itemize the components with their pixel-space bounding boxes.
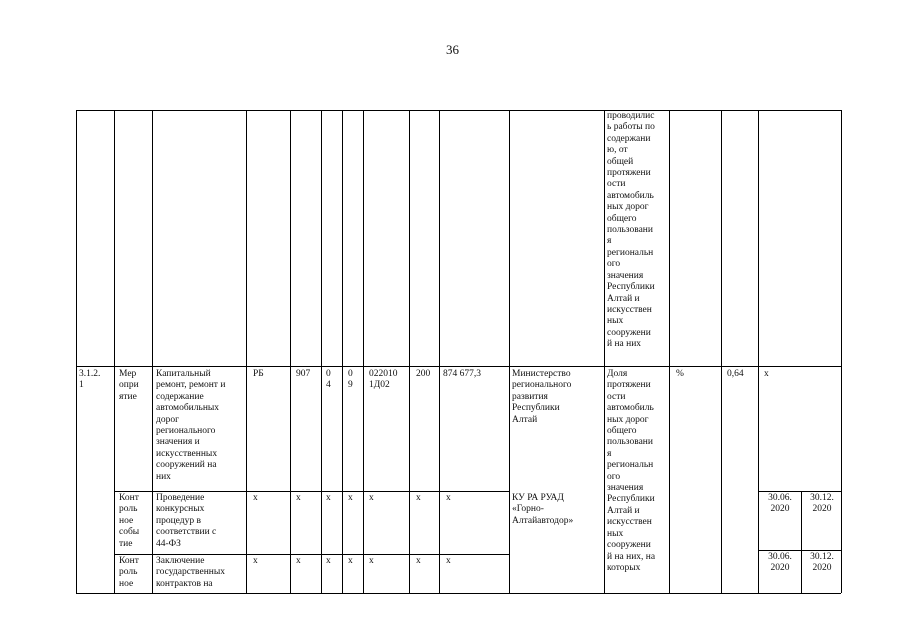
text-line: 2020 bbox=[812, 504, 832, 515]
text-line: ремонт, ремонт и bbox=[156, 380, 226, 391]
text-line: соответствии с bbox=[156, 527, 217, 538]
table-rule bbox=[114, 110, 115, 593]
text-line: 0 bbox=[348, 369, 353, 379]
indicator-unit: % bbox=[676, 369, 684, 379]
text-line: Алтайавтодор» bbox=[512, 515, 574, 526]
control-type bbox=[119, 493, 139, 550]
text-line: государственных bbox=[156, 567, 226, 578]
text-line: протяжени bbox=[607, 380, 651, 391]
control-mark: х bbox=[326, 556, 331, 566]
text-line: значения bbox=[607, 483, 644, 494]
text-line: процедур в bbox=[156, 515, 201, 526]
text-line: автомобиль bbox=[607, 190, 654, 201]
text-line: собы bbox=[119, 527, 140, 538]
pr-code bbox=[348, 369, 353, 392]
text-line: региональн bbox=[607, 460, 654, 471]
text-line: роль bbox=[119, 567, 138, 578]
activity-indicator bbox=[607, 369, 655, 574]
activity-type bbox=[119, 369, 139, 403]
text-line: 30.06. bbox=[768, 493, 792, 503]
text-line: ю, от bbox=[607, 145, 628, 156]
control-mark: х bbox=[253, 556, 258, 566]
text-line: Конт bbox=[119, 556, 139, 566]
text-line: содержание bbox=[156, 391, 204, 402]
rz-code bbox=[326, 369, 331, 392]
text-line: которых bbox=[607, 562, 641, 573]
text-line: й на них, на bbox=[607, 551, 656, 562]
table-rule bbox=[409, 110, 410, 593]
text-line: Министерство bbox=[512, 369, 571, 379]
text-line: ости bbox=[607, 391, 626, 402]
text-line: Республики bbox=[512, 403, 560, 414]
text-line: ное bbox=[119, 515, 134, 526]
text-line: ных дорог bbox=[607, 414, 649, 425]
table-rule bbox=[76, 110, 841, 111]
table-rule bbox=[363, 110, 364, 593]
table-rule bbox=[841, 110, 842, 593]
text-line: ого bbox=[607, 471, 621, 482]
text-line: ных bbox=[607, 528, 624, 539]
text-line: дорог bbox=[156, 414, 179, 425]
text-line: ого bbox=[607, 259, 621, 270]
indicator-value: 0,64 bbox=[727, 369, 744, 379]
text-line: й на них bbox=[607, 339, 642, 350]
text-line: ное bbox=[119, 578, 134, 589]
text-line: пользовани bbox=[607, 437, 653, 448]
text-line: содержани bbox=[607, 133, 651, 144]
table-rule bbox=[758, 110, 759, 593]
control-mark: х bbox=[348, 556, 353, 566]
text-line: региональн bbox=[607, 247, 654, 258]
table-rule bbox=[290, 110, 291, 593]
funding-source: РБ bbox=[253, 369, 264, 379]
text-line: развития bbox=[512, 391, 548, 402]
control-mark: х bbox=[369, 556, 374, 566]
control-end-date bbox=[802, 552, 842, 575]
text-line: ных bbox=[607, 316, 624, 327]
text-line: 1 bbox=[79, 380, 84, 391]
text-line: значения bbox=[607, 270, 644, 281]
text-line: Конт bbox=[119, 493, 139, 503]
text-line: 44-ФЗ bbox=[156, 538, 181, 549]
control-mark: х bbox=[369, 493, 374, 503]
text-line: 2020 bbox=[770, 563, 790, 574]
text-line: 0 bbox=[326, 369, 331, 379]
control-mark: х bbox=[416, 556, 421, 566]
control-executor bbox=[512, 493, 573, 527]
text-line: искусственных bbox=[156, 448, 218, 459]
text-line: 2020 bbox=[770, 504, 790, 515]
table-rule bbox=[669, 110, 670, 593]
text-line: 30.06. bbox=[768, 552, 792, 562]
text-line: я bbox=[607, 236, 612, 247]
activity-name bbox=[156, 369, 225, 483]
text-line: Мер bbox=[119, 369, 137, 379]
text-line: 4 bbox=[326, 380, 331, 391]
text-line: 2020 bbox=[812, 563, 832, 574]
text-line: пользовани bbox=[607, 225, 653, 236]
control-start-date bbox=[759, 493, 801, 516]
control-mark: х bbox=[348, 493, 353, 503]
text-line: протяжени bbox=[607, 168, 651, 179]
program-table bbox=[76, 110, 841, 593]
page-number: 36 bbox=[446, 42, 459, 57]
text-line: 30.12. bbox=[810, 493, 834, 503]
control-mark: х bbox=[296, 493, 301, 503]
text-line: «Горно- bbox=[512, 504, 544, 515]
table-rule bbox=[321, 110, 322, 593]
text-line: сооружений на bbox=[156, 460, 217, 471]
text-line: общего bbox=[607, 213, 637, 224]
table-rule bbox=[76, 593, 841, 594]
text-line: регионального bbox=[512, 380, 572, 391]
table-rule bbox=[509, 110, 510, 593]
control-mark: х bbox=[446, 493, 451, 503]
text-line: контрактов на bbox=[156, 578, 213, 589]
control-type bbox=[119, 556, 139, 590]
text-line: ных дорог bbox=[607, 202, 649, 213]
text-line: ь работы по bbox=[607, 122, 655, 133]
text-line: автомобиль bbox=[607, 403, 654, 414]
activity-date-mark: х bbox=[764, 369, 769, 379]
text-line: Алтай и bbox=[607, 505, 640, 516]
activity-executor bbox=[512, 369, 571, 426]
control-mark: х bbox=[296, 556, 301, 566]
text-line: Алтай bbox=[512, 414, 538, 425]
table-rule bbox=[114, 554, 509, 555]
text-line: Алтай и bbox=[607, 293, 640, 304]
text-line: я bbox=[607, 448, 612, 459]
text-line: значения и bbox=[156, 437, 200, 448]
text-line: 9 bbox=[348, 380, 353, 391]
text-line: 1Д02 bbox=[369, 380, 390, 391]
text-line: Капитальный bbox=[156, 369, 211, 379]
table-rule bbox=[342, 110, 343, 593]
text-line: Республики bbox=[607, 494, 655, 505]
text-line: 022010 bbox=[369, 369, 398, 379]
text-line: КУ РА РУАД bbox=[512, 493, 564, 503]
table-rule bbox=[604, 110, 605, 593]
text-line: Проведение bbox=[156, 493, 205, 503]
text-line: 3.1.2. bbox=[79, 369, 101, 379]
text-line: них bbox=[156, 471, 171, 482]
text-line: роль bbox=[119, 504, 138, 515]
table-rule bbox=[246, 110, 247, 593]
csr-code bbox=[369, 369, 398, 392]
control-name bbox=[156, 493, 216, 550]
control-mark: х bbox=[253, 493, 258, 503]
control-start-date bbox=[759, 552, 801, 575]
table-rule bbox=[114, 491, 509, 492]
text-line: Доля bbox=[607, 369, 628, 379]
text-line: общей bbox=[607, 156, 634, 167]
text-line: сооружени bbox=[607, 540, 651, 551]
text-line: проводилис bbox=[607, 111, 655, 121]
table-rule bbox=[758, 491, 841, 492]
table-rule bbox=[76, 366, 841, 367]
table-rule bbox=[721, 110, 722, 593]
table-rule bbox=[439, 110, 440, 593]
text-line: сооружени bbox=[607, 327, 651, 338]
text-line: тие bbox=[119, 538, 133, 549]
text-line: ости bbox=[607, 179, 626, 190]
text-line: конкурсных bbox=[156, 504, 205, 515]
activity-number bbox=[79, 369, 100, 392]
control-name bbox=[156, 556, 225, 590]
text-line: искусствен bbox=[607, 517, 652, 528]
text-line: Заключение bbox=[156, 556, 205, 566]
table-rule bbox=[76, 110, 77, 593]
text-line: общего bbox=[607, 426, 637, 437]
text-line: ятие bbox=[119, 391, 137, 402]
control-mark: х bbox=[326, 493, 331, 503]
funding-amount: 874 677,3 bbox=[443, 369, 481, 379]
text-line: регионального bbox=[156, 426, 216, 437]
vr-code: 200 bbox=[416, 369, 431, 379]
text-line: Республики bbox=[607, 282, 655, 293]
text-line: 30.12. bbox=[810, 552, 834, 562]
text-line: искусствен bbox=[607, 304, 652, 315]
text-line: опри bbox=[119, 380, 139, 391]
control-mark: х bbox=[446, 556, 451, 566]
table-rule bbox=[758, 550, 841, 551]
control-end-date bbox=[802, 493, 842, 516]
table-rule bbox=[152, 110, 153, 593]
control-mark: х bbox=[416, 493, 421, 503]
text-line: автомобильных bbox=[156, 403, 220, 414]
indicator-continuation bbox=[607, 111, 655, 351]
grbs-code: 907 bbox=[296, 369, 311, 379]
